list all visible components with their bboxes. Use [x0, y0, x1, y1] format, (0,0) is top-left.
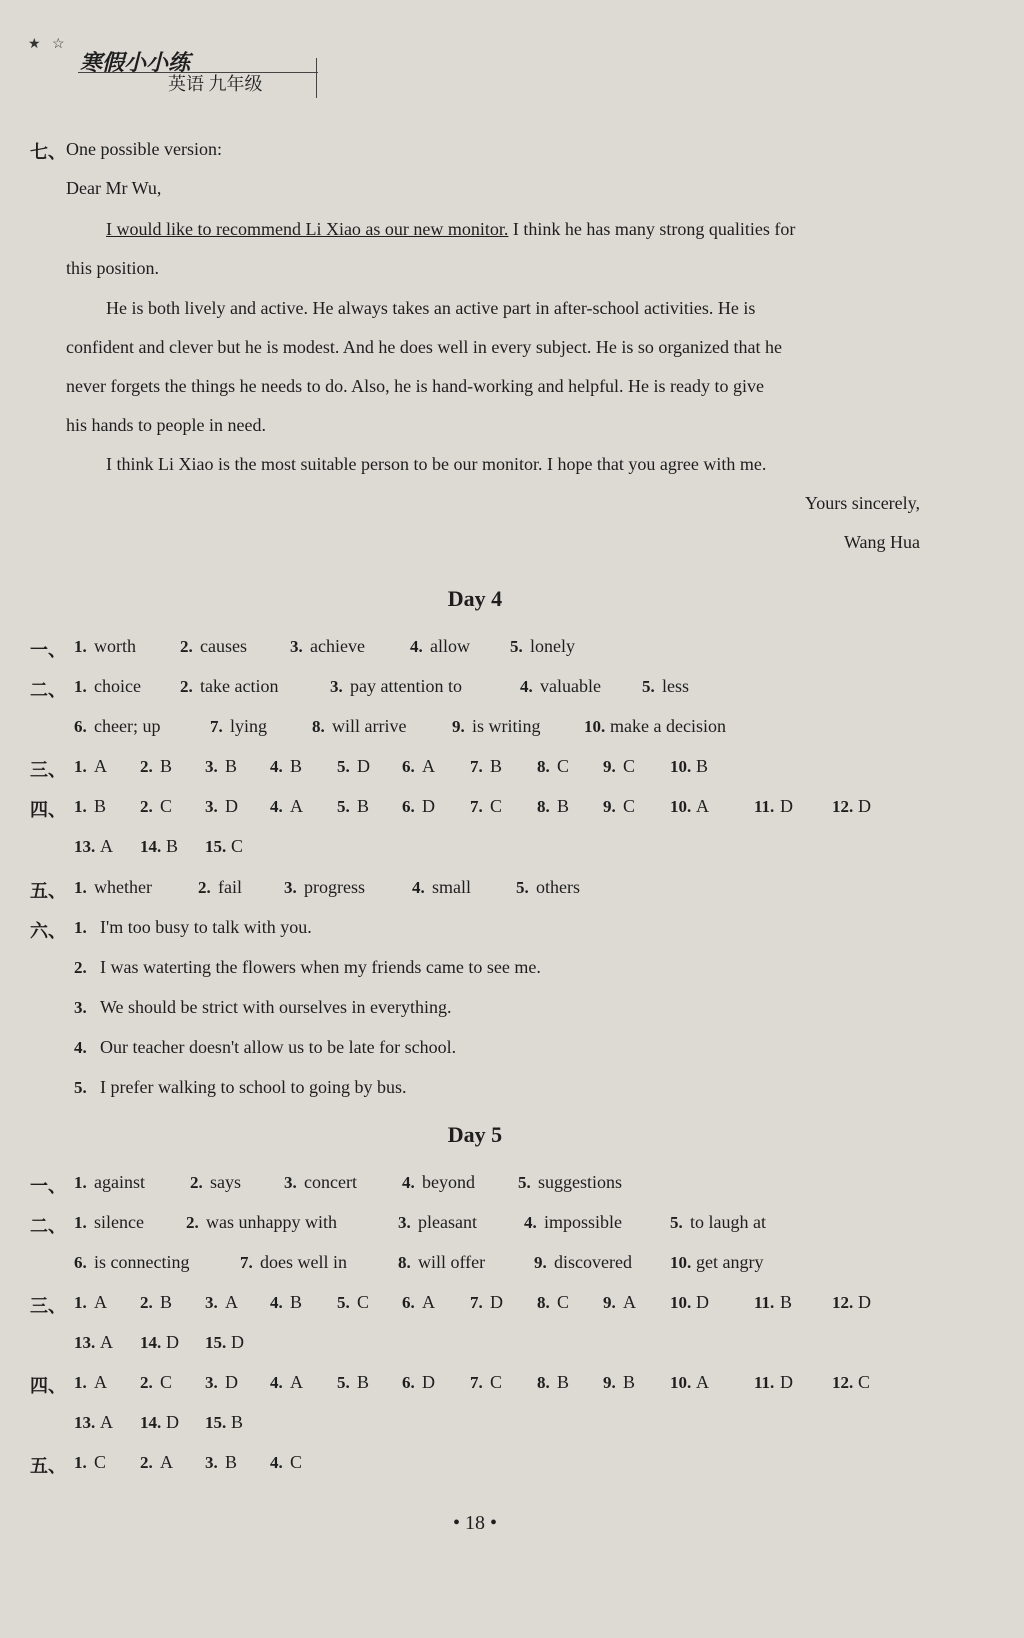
paragraph-text: never forgets the things he needs to do. Also, he is hand-working and helpful. He is ready to give — [66, 376, 765, 396]
answer-text: A — [94, 1372, 107, 1392]
answer-number: 8. — [537, 757, 550, 776]
answer-number: 6. — [74, 1253, 87, 1272]
answer-number: 4. — [524, 1213, 537, 1232]
answer-text: causes — [200, 636, 247, 656]
paragraph-text: this position. — [66, 258, 160, 278]
answer-text: B — [623, 1372, 636, 1392]
answer-sentence: We should be strict with ourselves in everything. — [100, 997, 452, 1017]
answer-text: is writing — [472, 716, 541, 736]
letter-closing: Yours sincerely, — [805, 493, 920, 513]
answer-text: B — [94, 796, 107, 816]
answer-text: B — [490, 756, 503, 776]
answer-number: 1. — [74, 797, 87, 816]
answer-number: 3. — [205, 1293, 218, 1312]
answer-text: A — [623, 1292, 636, 1312]
answer-number: 15. — [205, 837, 227, 856]
answer-text: D — [780, 1372, 793, 1392]
answer-text: against — [94, 1172, 145, 1192]
answer-text: C — [357, 1292, 370, 1312]
answer-number: 1. — [74, 918, 87, 937]
answer-number: 10. — [670, 1293, 692, 1312]
answer-number: 7. — [240, 1253, 253, 1272]
answer-number: 6. — [74, 717, 87, 736]
answer-number: 6. — [402, 797, 415, 816]
answer-text: A — [696, 796, 709, 816]
answer-number: 12. — [832, 1293, 854, 1312]
answer-number: 3. — [205, 797, 218, 816]
answer-number: 11. — [754, 1373, 775, 1392]
answer-number: 9. — [603, 1373, 616, 1392]
answer-text: B — [696, 756, 709, 776]
answer-number: 12. — [832, 797, 854, 816]
answer-text: D — [422, 1372, 435, 1392]
answer-text: impossible — [544, 1212, 623, 1232]
answer-number: 13. — [74, 1413, 96, 1432]
answer-text: does well in — [260, 1252, 347, 1272]
section-marker: 三、 — [30, 760, 66, 780]
answer-sentence: I prefer walking to school to going by bus. — [100, 1077, 407, 1097]
answer-text: A — [225, 1292, 238, 1312]
answer-text: C — [557, 756, 570, 776]
answer-text: B — [225, 756, 238, 776]
book-title: 寒假小小练 — [80, 50, 191, 75]
answer-number: 7. — [470, 1293, 483, 1312]
answer-sentence: I was waterting the flowers when my friends came to see me. — [100, 957, 541, 977]
answer-text: C — [623, 796, 636, 816]
answer-text: B — [780, 1292, 793, 1312]
letter-paragraph-2: He is both lively and active. He always takes an active part in after-school activities. He is — [106, 298, 756, 318]
answer-text: D — [225, 1372, 238, 1392]
section-marker: 七、 — [30, 142, 66, 162]
answer-text: C — [623, 756, 636, 776]
answer-text: A — [94, 756, 107, 776]
answer-number: 5. — [516, 878, 529, 897]
answer-text: B — [290, 1292, 303, 1312]
answer-number: 1. — [74, 1213, 87, 1232]
answer-number: 13. — [74, 837, 96, 856]
day-5-title: Day 5 — [447, 1122, 503, 1147]
answer-number: 2. — [140, 757, 153, 776]
answer-number: 4. — [412, 878, 425, 897]
section-marker: 四、 — [30, 1376, 66, 1396]
letter-paragraph-3: I think Li Xiao is the most suitable person to be our monitor. I hope that you agree with me. — [106, 454, 767, 474]
answer-number: 5. — [510, 637, 523, 656]
answer-number: 4. — [270, 797, 283, 816]
answer-text: small — [432, 877, 471, 897]
answer-number: 3. — [205, 757, 218, 776]
answer-number: 10. — [670, 1253, 692, 1272]
answer-text: D — [357, 756, 370, 776]
answer-number: 1. — [74, 1293, 87, 1312]
answer-number: 1. — [74, 1453, 87, 1472]
answer-text: A — [100, 1332, 113, 1352]
answer-text: C — [94, 1452, 107, 1472]
answer-number: 4. — [520, 677, 533, 696]
answer-text: D — [858, 796, 871, 816]
answer-text: pleasant — [418, 1212, 477, 1232]
answer-number: 5. — [337, 1373, 350, 1392]
answer-text: B — [160, 1292, 173, 1312]
day-4-title: Day 4 — [447, 586, 503, 611]
answer-number: 9. — [603, 1293, 616, 1312]
answer-text: D — [225, 796, 238, 816]
answer-text: discovered — [554, 1252, 632, 1272]
answer-number: 9. — [452, 717, 465, 736]
answer-text: pay attention to — [350, 676, 462, 696]
answer-number: 9. — [534, 1253, 547, 1272]
book-header — [28, 28, 308, 98]
answer-number: 4. — [270, 757, 283, 776]
answer-text: allow — [430, 636, 470, 656]
answer-text: will offer — [418, 1252, 486, 1272]
answer-text: fail — [218, 877, 242, 897]
section-marker: 一、 — [30, 640, 66, 660]
answer-number: 1. — [74, 878, 87, 897]
answer-number: 6. — [402, 1373, 415, 1392]
answer-number: 3. — [205, 1453, 218, 1472]
answer-number: 8. — [312, 717, 325, 736]
paragraph-text: I think he has many strong qualities for — [512, 219, 796, 239]
answer-number: 2. — [180, 677, 193, 696]
answer-text: C — [858, 1372, 871, 1392]
section-marker: 五、 — [30, 1456, 66, 1476]
answer-number: 14. — [140, 1413, 162, 1432]
answer-number: 2. — [140, 1293, 153, 1312]
answer-number: 5. — [518, 1173, 531, 1192]
answer-text: worth — [94, 636, 136, 656]
answer-number: 4. — [410, 637, 423, 656]
answer-number: 10. — [584, 717, 606, 736]
answer-number: 4. — [270, 1453, 283, 1472]
answer-number: 2. — [180, 637, 193, 656]
answer-text: C — [160, 796, 173, 816]
answer-number: 3. — [205, 1373, 218, 1392]
answer-number: 5. — [670, 1213, 683, 1232]
answer-text: D — [696, 1292, 709, 1312]
answer-text: suggestions — [538, 1172, 623, 1192]
answer-number: 2. — [140, 1373, 153, 1392]
answer-number: 11. — [754, 797, 775, 816]
answer-number: 1. — [74, 677, 87, 696]
answer-text: silence — [94, 1212, 144, 1232]
answer-text: A — [290, 796, 303, 816]
answer-number: 1. — [74, 1373, 87, 1392]
answer-text: A — [100, 1412, 113, 1432]
answer-number: 4. — [270, 1293, 283, 1312]
answer-number: 4. — [270, 1373, 283, 1392]
answer-number: 2. — [140, 1453, 153, 1472]
header-divider-vertical — [316, 58, 317, 98]
paragraph-text: confident and clever but he is modest. And he does well in every subject. He is so organized that he — [66, 337, 782, 357]
answer-text: D — [780, 796, 793, 816]
answer-number: 15. — [205, 1333, 227, 1352]
answer-number: 2. — [190, 1173, 203, 1192]
answer-number: 6. — [402, 1293, 415, 1312]
answer-number: 7. — [470, 757, 483, 776]
answer-number: 14. — [140, 1333, 162, 1352]
answer-text: B — [166, 836, 179, 856]
answer-text: concert — [304, 1172, 357, 1192]
answer-text: A — [422, 1292, 435, 1312]
answer-number: 5. — [642, 677, 655, 696]
answer-text: C — [557, 1292, 570, 1312]
answer-text: progress — [304, 877, 365, 897]
book-subject: 英语 九年级 — [168, 74, 263, 94]
answer-text: make a decision — [610, 716, 726, 736]
answer-number: 11. — [754, 1293, 775, 1312]
section-marker: 五、 — [30, 881, 66, 901]
answer-number: 5. — [74, 1078, 87, 1097]
answer-text: D — [166, 1412, 179, 1432]
answer-text: was unhappy with — [206, 1212, 337, 1232]
answer-text: get angry — [696, 1252, 764, 1272]
answer-text: B — [357, 796, 370, 816]
answer-number: 1. — [74, 1173, 87, 1192]
answer-number: 3. — [398, 1213, 411, 1232]
answer-text: choice — [94, 676, 141, 696]
answer-number: 3. — [74, 998, 87, 1017]
answer-number: 3. — [284, 878, 297, 897]
answer-text: D — [231, 1332, 244, 1352]
answer-text: B — [160, 756, 173, 776]
answer-text: lonely — [530, 636, 575, 656]
answer-number: 9. — [603, 797, 616, 816]
answer-number: 9. — [603, 757, 616, 776]
section-marker: 一、 — [30, 1176, 66, 1196]
section-marker: 二、 — [30, 680, 66, 700]
answer-number: 5. — [337, 757, 350, 776]
answer-text: B — [357, 1372, 370, 1392]
answer-text: A — [160, 1452, 173, 1472]
letter-paragraph-1 — [106, 219, 795, 240]
answer-number: 3. — [330, 677, 343, 696]
answer-text: lying — [230, 716, 268, 736]
answer-number: 7. — [470, 1373, 483, 1392]
answer-number: 7. — [210, 717, 223, 736]
answer-number: 8. — [537, 797, 550, 816]
answer-number: 5. — [337, 1293, 350, 1312]
answer-text: A — [422, 756, 435, 776]
answer-number: 13. — [74, 1333, 96, 1352]
answer-text: take action — [200, 676, 279, 696]
answer-text: is connecting — [94, 1252, 190, 1272]
answer-text: C — [160, 1372, 173, 1392]
essay-intro: One possible version: — [66, 139, 222, 159]
section-marker: 三、 — [30, 1296, 66, 1316]
answer-sentence: I'm too busy to talk with you. — [100, 917, 312, 937]
answer-text: will arrive — [332, 716, 407, 736]
answer-number: 1. — [74, 637, 87, 656]
answer-text: C — [490, 1372, 503, 1392]
topic-sentence: I would like to recommend Li Xiao as our new monitor. — [106, 219, 509, 239]
answer-number: 8. — [537, 1373, 550, 1392]
page-number: • 18 • — [452, 1512, 497, 1534]
answer-text: A — [100, 836, 113, 856]
answer-text: to laugh at — [690, 1212, 766, 1232]
answer-text: C — [490, 796, 503, 816]
answer-text: A — [290, 1372, 303, 1392]
answer-number: 2. — [74, 958, 87, 977]
answer-number: 5. — [337, 797, 350, 816]
answer-text: C — [231, 836, 244, 856]
answer-number: 8. — [537, 1293, 550, 1312]
answer-number: 8. — [398, 1253, 411, 1272]
answer-text: says — [210, 1172, 241, 1192]
answer-text: valuable — [540, 676, 601, 696]
letter-salutation: Dear Mr Wu, — [66, 178, 162, 198]
answer-text: beyond — [422, 1172, 475, 1192]
answer-text: A — [94, 1292, 107, 1312]
answer-text: B — [225, 1452, 238, 1472]
answer-text: B — [290, 756, 303, 776]
answer-number: 2. — [186, 1213, 199, 1232]
answer-text: less — [662, 676, 689, 696]
section-marker: 四、 — [30, 800, 66, 820]
answer-number: 15. — [205, 1413, 227, 1432]
answer-text: D — [490, 1292, 503, 1312]
answer-text: B — [231, 1412, 244, 1432]
letter-signature: Wang Hua — [843, 532, 920, 552]
answer-text: C — [290, 1452, 303, 1472]
answer-sentence: Our teacher doesn't allow us to be late for school. — [100, 1037, 457, 1057]
section-marker: 二、 — [30, 1216, 66, 1236]
answer-number: 1. — [74, 757, 87, 776]
answer-text: A — [696, 1372, 709, 1392]
answer-number: 10. — [670, 1373, 692, 1392]
answer-number: 10. — [670, 797, 692, 816]
answer-number: 7. — [470, 797, 483, 816]
answer-number: 6. — [402, 757, 415, 776]
answer-text: B — [557, 1372, 570, 1392]
answer-number: 10. — [670, 757, 692, 776]
answer-text: D — [166, 1332, 179, 1352]
star-icon: ★ ☆ — [28, 37, 69, 52]
section-marker: 六、 — [30, 921, 66, 941]
answer-text: cheer; up — [94, 716, 161, 736]
answer-text: D — [422, 796, 435, 816]
answer-text: achieve — [310, 636, 365, 656]
answer-number: 14. — [140, 837, 162, 856]
answer-number: 4. — [402, 1173, 415, 1192]
answer-number: 3. — [284, 1173, 297, 1192]
answer-number: 2. — [140, 797, 153, 816]
answer-text: B — [557, 796, 570, 816]
answer-text: whether — [94, 877, 152, 897]
answer-text: others — [536, 877, 580, 897]
answer-text: D — [858, 1292, 871, 1312]
answer-number: 3. — [290, 637, 303, 656]
answer-number: 4. — [74, 1038, 87, 1057]
paragraph-text: his hands to people in need. — [66, 415, 266, 435]
answer-number: 2. — [198, 878, 211, 897]
answer-number: 12. — [832, 1373, 854, 1392]
